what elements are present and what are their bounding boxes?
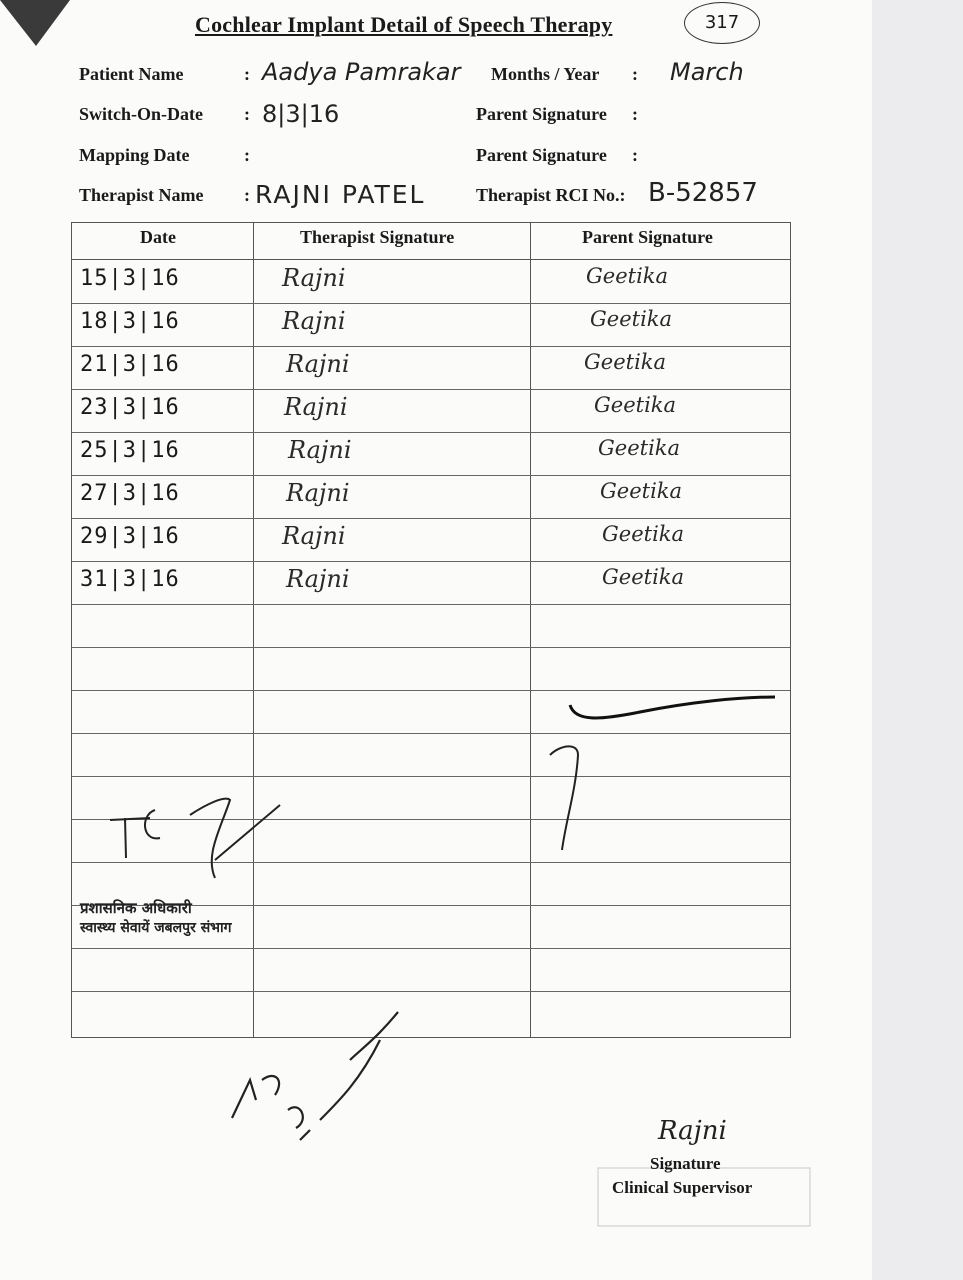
signature-label: Signature	[650, 1154, 721, 1173]
parent-signature: Geetika	[586, 264, 669, 288]
session-date: 18|3|16	[80, 309, 180, 334]
stamp-line-1: प्रशासनिक अधिकारी	[80, 899, 192, 917]
patient-name-value: Aadya Pamrakar	[262, 58, 461, 86]
parent-signature: Geetika	[590, 307, 673, 331]
viewer-margin	[872, 0, 963, 1280]
stamp-line-2: स्वास्थ्य सेवायें जबलपुर संभाग	[80, 920, 232, 936]
parent-signature: Geetika	[598, 436, 681, 460]
therapist-name-label: Therapist Name	[79, 185, 204, 205]
mapping-date-label: Mapping Date	[79, 145, 190, 165]
header-therapist-signature: Therapist Signature	[300, 227, 455, 247]
pen-stroke	[570, 697, 775, 718]
switch-on-date-value: 8|3|16	[262, 100, 340, 128]
diagonal-signature	[232, 1012, 398, 1140]
therapist-signature: Rajni	[288, 436, 352, 464]
colon: :	[244, 145, 250, 165]
parent-signature: Geetika	[584, 350, 667, 374]
therapist-signature: Rajni	[282, 307, 346, 335]
therapist-signature: Rajni	[286, 565, 350, 593]
session-date: 29|3|16	[80, 524, 180, 549]
initials-mark	[110, 810, 160, 858]
parent-signature-label-1: Parent Signature	[476, 104, 607, 124]
colon: :	[244, 185, 250, 205]
therapist-signature: Rajni	[284, 393, 348, 421]
session-date: 25|3|16	[80, 438, 180, 463]
therapist-signature: Rajni	[282, 522, 346, 550]
months-year-value: March	[670, 58, 744, 86]
therapist-signature: Rajni	[286, 479, 350, 507]
session-date: 21|3|16	[80, 352, 180, 377]
therapist-signature: Rajni	[282, 264, 346, 292]
parent-signature: Geetika	[602, 565, 685, 589]
therapist-rci-label: Therapist RCI No.:	[476, 185, 626, 205]
colon: :	[244, 104, 250, 124]
header-parent-signature: Parent Signature	[582, 227, 713, 247]
folded-corner	[0, 0, 70, 46]
header-date: Date	[140, 227, 176, 247]
months-year-label: Months / Year	[491, 64, 600, 84]
colon: :	[632, 145, 638, 165]
initials-mark	[190, 799, 280, 878]
session-date: 15|3|16	[80, 266, 180, 291]
therapist-signature: Rajni	[286, 350, 350, 378]
page-number-circle: 317	[684, 2, 760, 44]
colon: :	[244, 64, 250, 84]
document-title: Cochlear Implant Detail of Speech Therapy	[195, 12, 613, 37]
session-date: 31|3|16	[80, 567, 180, 592]
patient-name-label: Patient Name	[79, 64, 184, 84]
pen-stroke	[550, 746, 578, 850]
parent-signature-label-2: Parent Signature	[476, 145, 607, 165]
switch-on-date-label: Switch-On-Date	[79, 104, 203, 124]
therapist-rci-value: B-52857	[648, 178, 758, 208]
session-date: 27|3|16	[80, 481, 180, 506]
colon: :	[632, 64, 638, 84]
parent-signature: Geetika	[602, 522, 685, 546]
parent-signature: Geetika	[594, 393, 677, 417]
parent-signature: Geetika	[600, 479, 683, 503]
therapist-name-value: RAJNI PATEL	[255, 180, 426, 209]
clinical-supervisor-label: Clinical Supervisor	[612, 1178, 753, 1197]
session-date: 23|3|16	[80, 395, 180, 420]
supervisor-signature: Rajni	[658, 1116, 727, 1146]
colon: :	[632, 104, 638, 124]
